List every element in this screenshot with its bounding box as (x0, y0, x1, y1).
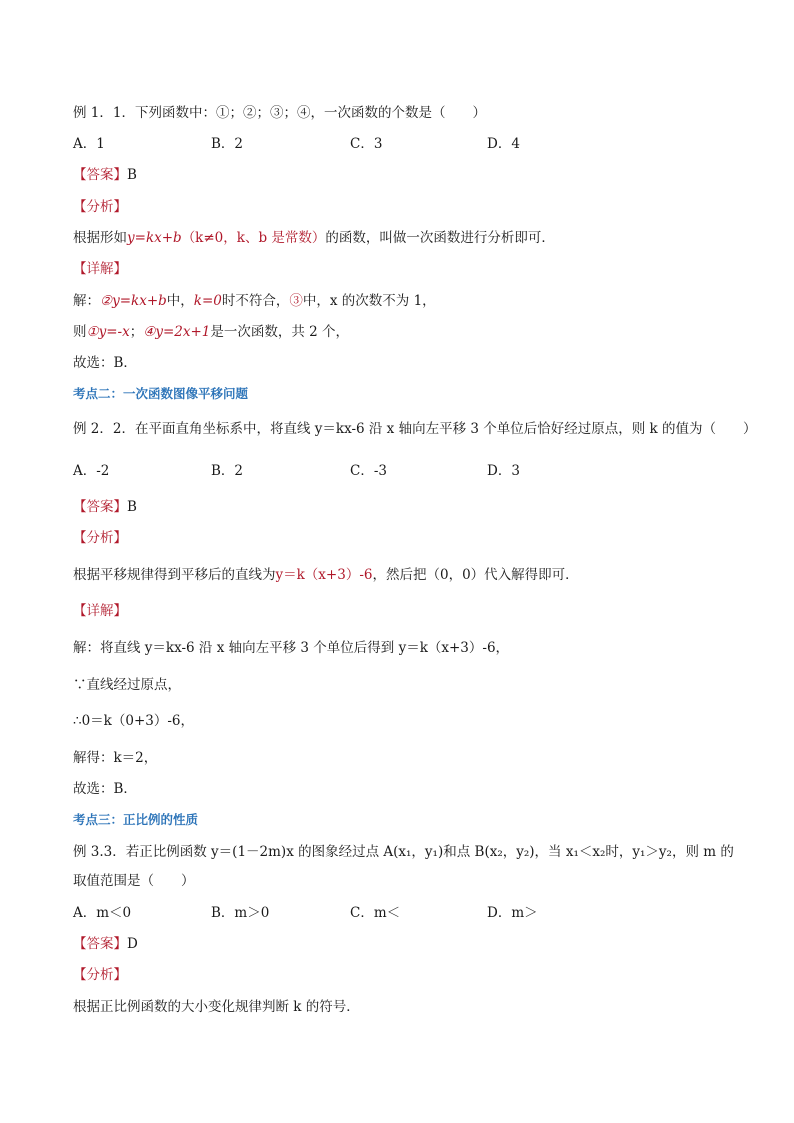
ex2-detail-line-2: ∵直线经过原点， (73, 677, 181, 693)
ex2-detail-line-5: 故选：B． (73, 781, 137, 797)
ex3-option-a: A．m＜0 (73, 905, 132, 921)
detail-text: 是一次函数，共 2 个， (210, 324, 350, 340)
ex3-option-c: C．m＜ (350, 905, 401, 921)
detail-text: ； (129, 324, 144, 340)
analysis-pre: 根据形如 (73, 230, 127, 246)
detail-text: 时不符合， (221, 293, 290, 309)
ex2-detail-line-1: 解：将直线 y＝kx-6 沿 x 轴向左平移 3 个单位后得到 y＝k（x+3）-6， (73, 640, 510, 656)
section-heading-2: 考点二：一次函数图像平移问题 (73, 386, 249, 401)
ex3-analysis-text: 根据正比例函数的大小变化规律判断 k 的符号． (73, 999, 360, 1015)
ex2-option-c: C．-3 (350, 463, 387, 479)
ex2-option-a: A．-2 (73, 463, 110, 479)
detail-text: 中， (166, 293, 194, 309)
ex1-detail-line-3: 故选：B． (73, 355, 137, 371)
ex2-option-d: D．3 (487, 463, 520, 479)
detail-text: 则 (73, 324, 87, 340)
ex2-analysis-label: 【分析】 (73, 530, 127, 546)
detail-formula: ②y=kx+b (100, 293, 167, 309)
detail-formula: ①y=-x (86, 324, 130, 340)
ex1-detail-line-1 (73, 292, 436, 310)
ex2-detail-line-4: 解得：k＝2， (73, 750, 158, 766)
ex1-option-a: A．1 (73, 136, 105, 152)
analysis-condition: （k≠0，k、b 是常数） (181, 230, 326, 246)
detail-formula: ③ (289, 293, 303, 309)
ex2-detail-label: 【详解】 (73, 603, 127, 619)
ex2-detail-line-3: ∴0＝k（0+3）-6， (73, 713, 194, 729)
ex1-option-c: C．3 (350, 136, 383, 152)
ex2-option-b: B．2 (211, 463, 244, 479)
analysis-pre: 根据平移规律得到平移后的直线为 (73, 567, 276, 583)
section-heading-3: 考点三：正比例的性质 (73, 812, 199, 827)
analysis-post: ，然后把（0，0）代入解得即可． (372, 567, 579, 583)
ex3-answer (73, 935, 138, 953)
answer-label: 【答案】 (73, 499, 127, 515)
ex3-question-line-2: 取值范围是（ ） (73, 873, 195, 889)
ex1-analysis-text (73, 229, 555, 247)
ex2-answer (73, 498, 137, 516)
ex2-analysis-text (73, 566, 579, 584)
ex1-analysis-label: 【分析】 (73, 199, 127, 215)
ex2-question: 例 2．2．在平面直角坐标系中，将直线 y＝kx-6 沿 x 轴向左平移 3 个单位后恰好经过原点，则 k 的值为（ ） (73, 421, 757, 437)
ex3-option-b: B．m＞0 (211, 905, 270, 921)
ex3-question-line-1: 例 3.3．若正比例函数 y＝(1－2m)x 的图象经过点 A(x₁，y₁)和点 B(x₂，y₂)，当 x₁＜x₂时，y₁＞y₂，则 m 的 (73, 844, 734, 860)
analysis-formula: y=kx+b (127, 230, 182, 246)
answer-value: B (127, 499, 137, 515)
answer-value: B (127, 167, 137, 183)
ex1-detail-label: 【详解】 (73, 261, 127, 277)
analysis-post: 的函数，叫做一次函数进行分析即可． (325, 230, 555, 246)
ex1-detail-line-2 (73, 323, 349, 341)
ex1-question: 例 1．1．下列函数中：①；②；③；④，一次函数的个数是（ ） (73, 105, 486, 121)
ex3-option-d: D．m＞ (487, 905, 538, 921)
detail-text: 解： (73, 293, 100, 309)
answer-label: 【答案】 (73, 167, 127, 183)
ex1-answer (73, 166, 137, 184)
detail-formula: k=0 (193, 293, 222, 309)
answer-value: D (127, 936, 138, 952)
answer-label: 【答案】 (73, 936, 127, 952)
ex1-option-b: B．2 (211, 136, 244, 152)
ex3-analysis-label: 【分析】 (73, 967, 127, 983)
analysis-formula: y＝k（x+3）-6 (275, 567, 373, 583)
ex1-option-d: D．4 (487, 136, 520, 152)
detail-formula: ④y=2x+1 (143, 324, 211, 340)
detail-text: 中，x 的次数不为 1， (302, 293, 436, 309)
